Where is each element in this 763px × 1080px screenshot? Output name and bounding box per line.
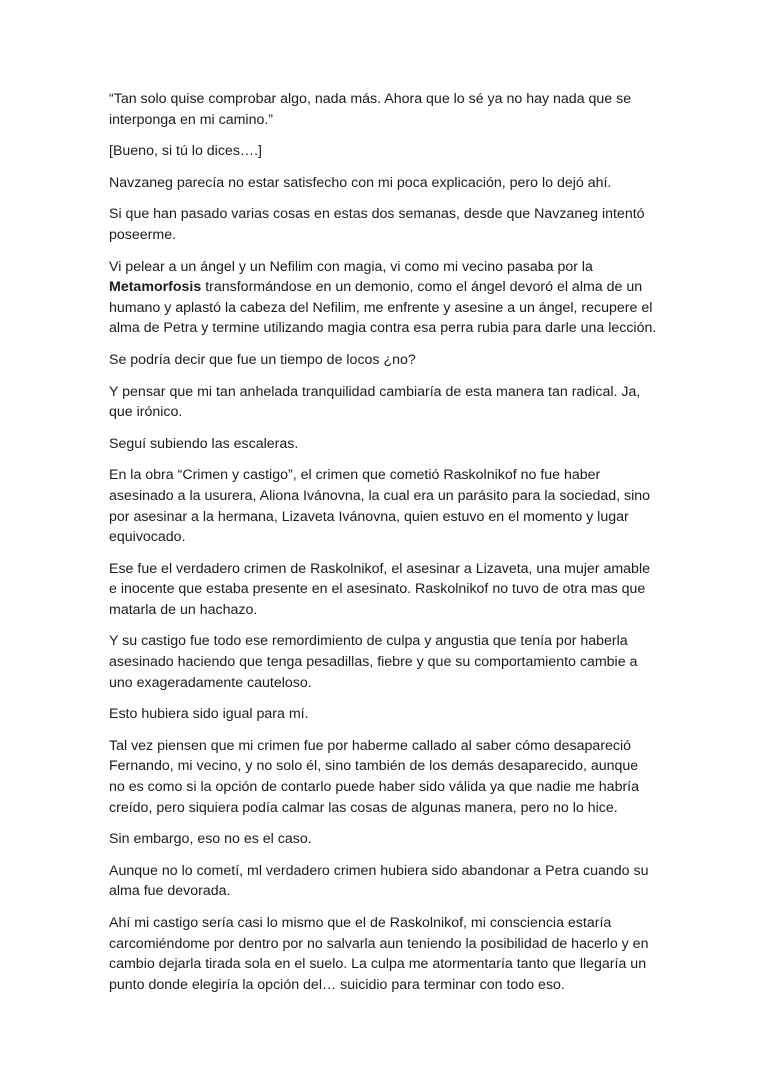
paragraph: Seguí subiendo las escaleras. bbox=[109, 435, 299, 452]
paragraph: Tal vez piensen que mi crimen fue por haberme callado al saber cómo desapareció Fernando, mi vecino, y no solo él, sino también de los demás desaparecido, aunque no es como si la opción de contarlo puede haber sido válida ya que nadie me habría creído, pero siquiera podía calmar las cosas de algunas manera, pero no lo hice. bbox=[109, 737, 640, 816]
paragraph: En la obra “Crimen y castigo”, el crimen que cometió Raskolnikof no fue haber asesinado a la usurera, Aliona Ivánovna, la cual era un parásito para la sociedad, sino por asesinar a la hermana, Lizaveta Ivánovna, quien estuvo en el momento y lugar equivocado. bbox=[109, 467, 651, 546]
paragraph-text: Vi pelear a un ángel y un Nefilim con magia, vi como mi vecino pasaba por la bbox=[109, 258, 593, 275]
paragraph: Y pensar que mi tan anhelada tranquilidad cambiaría de esta manera tan radical. Ja, que irónico. bbox=[109, 383, 641, 421]
paragraph: [Bueno, si tú lo dices….] bbox=[109, 143, 262, 160]
paragraph: Y su castigo fue todo ese remordimiento de culpa y angustia que tenía por haberla asesinado haciendo que tenga pesadillas, fiebre y que su comportamiento cambie a uno exageradamente cauteloso. bbox=[109, 633, 638, 691]
paragraph: Sin embargo, eso no es el caso. bbox=[109, 831, 312, 848]
document-body bbox=[109, 89, 657, 1006]
paragraph-with-bold-term bbox=[109, 257, 657, 339]
bold-term: Metamorfosis bbox=[109, 279, 202, 296]
paragraph: Se podría decir que fue un tiempo de locos ¿no? bbox=[109, 351, 416, 368]
paragraph-text: transformándose en un demonio, como el ángel devoró el alma de un humano y aplastó la cabeza del Nefilim, me enfrente y asesine a un ángel, recupere el alma de Petra y termine utilizando magia contra esa perra rubia para darle una lección. bbox=[109, 279, 657, 337]
paragraph: Ese fue el verdadero crimen de Raskolnikof, el asesinar a Lizaveta, una mujer amable e inocente que estaba presente en el asesinato. Raskolnikof no tuvo de otra mas que matarla de un hachazo. bbox=[109, 560, 650, 618]
paragraph: Ahí mi castigo sería casi lo mismo que el de Raskolnikof, mi consciencia estaría carcomiéndome por dentro por no salvarla aun teniendo la posibilidad de hacerlo y en cambio dejarla tirada sola en el suelo. La culpa me atormentaría tanto que llegaría un punto donde elegiría la opción del… suicidio para terminar con todo eso. bbox=[109, 915, 649, 993]
paragraph: Esto hubiera sido igual para mí. bbox=[109, 706, 309, 723]
paragraph: Aunque no lo cometí, ml verdadero crimen hubiera sido abandonar a Petra cuando su alma fue devorada. bbox=[109, 862, 649, 900]
paragraph: “Tan solo quise comprobar algo, nada más. Ahora que lo sé ya no hay nada que se interponga en mi camino.” bbox=[109, 91, 632, 128]
paragraph: Si que han pasado varias cosas en estas dos semanas, desde que Navzaneg intentó poseerme. bbox=[109, 206, 645, 243]
paragraph: Navzaneg parecía no estar satisfecho con mi poca explicación, pero lo dejó ahí. bbox=[109, 174, 612, 191]
